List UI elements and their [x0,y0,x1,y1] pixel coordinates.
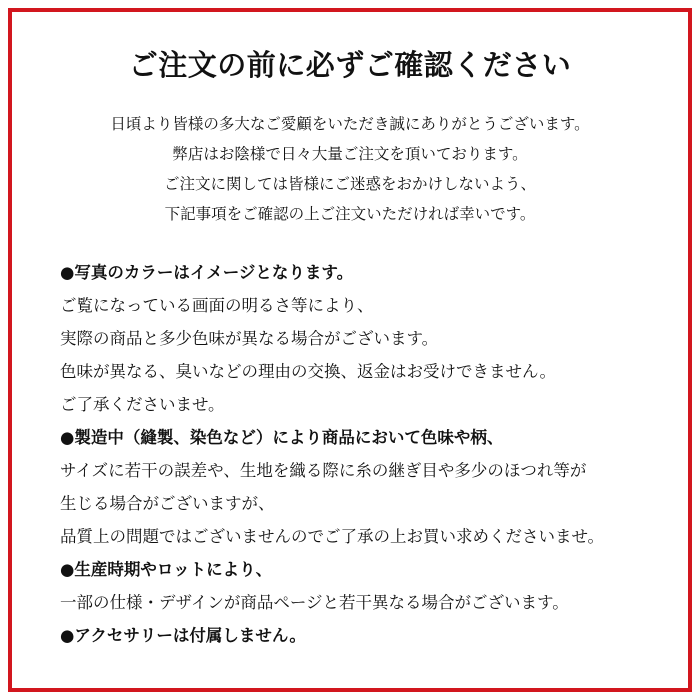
note-line: サイズに若干の誤差や、生地を織る際に糸の継ぎ目や多少のほつれ等が [60,460,587,480]
intro-line: 日頃より皆様の多大なご愛顧をいただき誠にありがとうございます。 [110,114,590,133]
note-line: ご覧になっている画面の明るさ等により、 [60,295,374,315]
note-line: 実際の商品と多少色味が異なる場合がございます。 [60,328,439,348]
intro-line: ご注文に関しては皆様にご迷惑をおかけしないよう、 [163,175,536,194]
note-line: ●製造中（縫製、染色など）により商品において色味や柄、 [60,427,504,447]
note-line: 色味が異なる、臭いなどの理由の交換、返金はお受けできません。 [60,361,556,381]
intro-paragraph [70,109,630,230]
notes-list [60,256,662,652]
notice-content [12,12,688,688]
note-line: 一部の仕様・デザインが商品ページと若干異なる場合がございます。 [60,592,569,612]
note-line: 品質上の問題ではございませんのでご了承の上お買い求めくださいませ。 [60,526,605,546]
intro-line: 弊店はお陰様で日々大量ご注文を頂いております。 [172,145,528,164]
note-line: ●アクセサリーは付属しません。 [60,625,306,645]
note-line: ●生産時期やロットにより、 [60,559,273,579]
page-title: ご注文の前に必ずご確認ください [128,48,572,82]
note-line: ●写真のカラーはイメージとなります。 [60,262,354,282]
note-line: ご了承くださいませ。 [60,394,225,414]
note-line: 生じる場合がございますが、 [60,493,275,513]
intro-line: 下記事項をご確認の上ご注文いただければ幸いです。 [164,205,536,224]
